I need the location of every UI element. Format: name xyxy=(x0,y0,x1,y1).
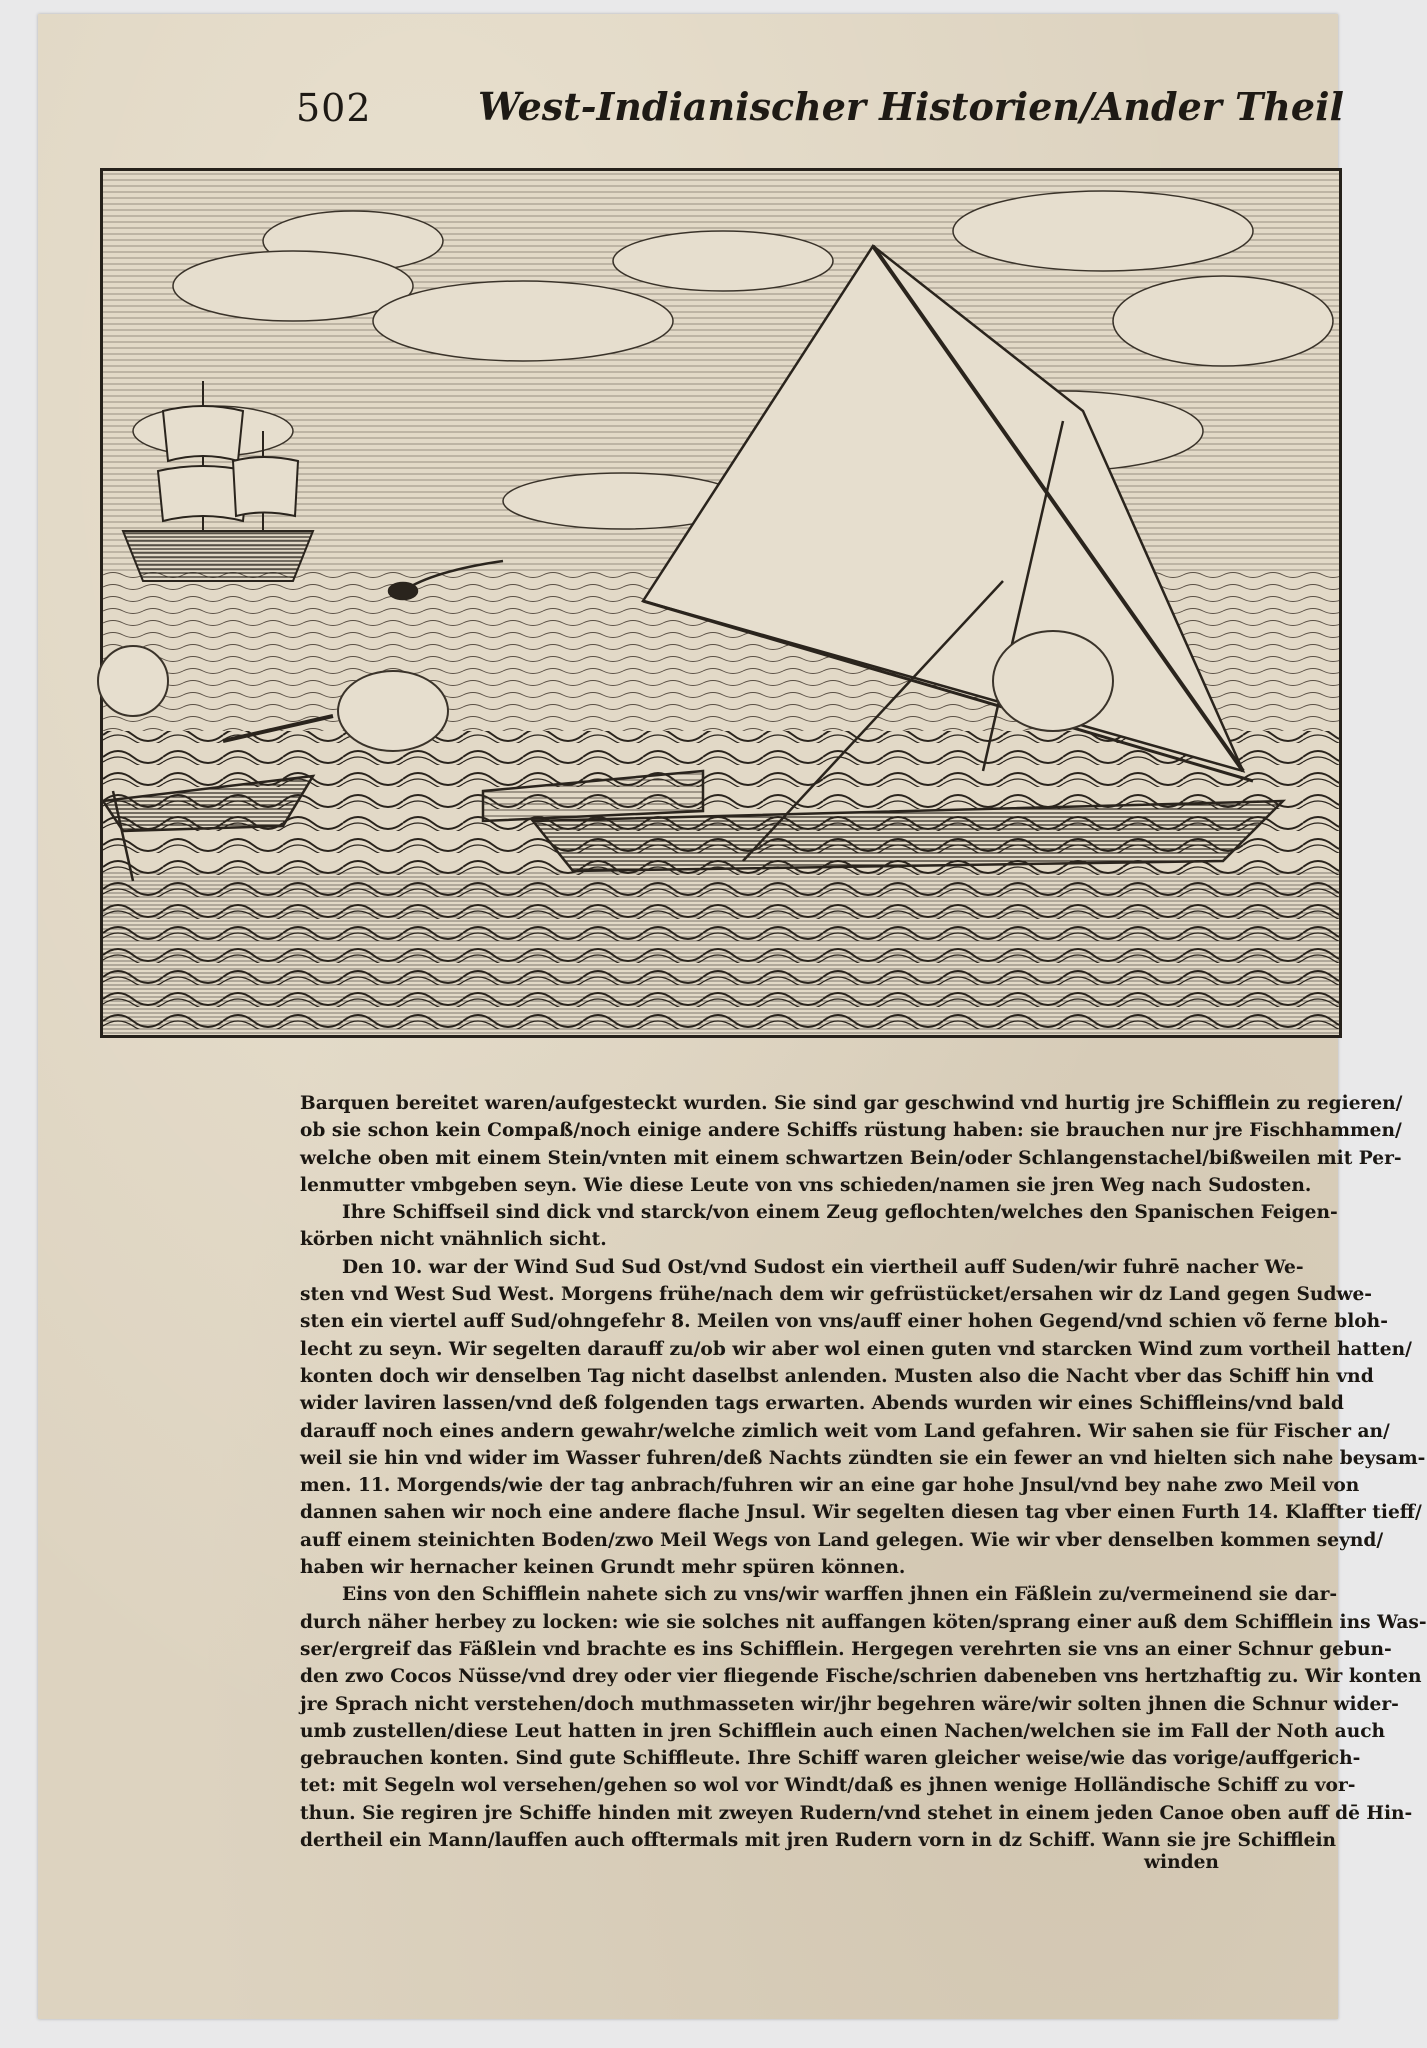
text-line: dertheil ein Mann/lauffen auch offtermals mit jren Rudern vorn in dz Schiff. Wann sie jre Schifflein xyxy=(300,1830,1337,1852)
text-line: lecht zu seyn. Wir segelten darauff zu/ob wir aber wol einen guten vnd starcken Wind zum vortheil hatten/ xyxy=(300,1338,1412,1360)
text-line: weil sie hin vnd wider im Wasser fuhren/deß Nachts zündten sie ein fewer an vnd hielten sich nahe beysam- xyxy=(300,1447,1426,1469)
text-line: wider laviren lassen/vnd deß folgenden tags erwarten. Abends wurden wir eines Schiffleins/vnd bald xyxy=(300,1393,1344,1415)
body-text xyxy=(300,1090,1427,1854)
text-line: Den 10. war der Wind Sud Sud Ost/vnd Sudost ein viertheil auff Suden/wir fuhrē nacher We- xyxy=(342,1256,1304,1278)
text-line: haben wir hernacher keinen Grundt mehr spüren können. xyxy=(300,1557,906,1579)
text-line: dannen sahen wir noch eine andere flache Jnsul. Wir segelten diesen tag vber einen Furth 14. Klaffter tieff/ xyxy=(300,1502,1422,1524)
book-page xyxy=(38,14,1427,2019)
text-line: ob sie schon kein Compaß/noch einige andere Schiffs rüstung haben: sie brauchen nur jre Fischhammen/ xyxy=(300,1120,1402,1142)
engraving-illustration xyxy=(100,168,1342,1038)
text-line: men. 11. Morgends/wie der tag anbrach/fuhren wir an eine gar hohe Jnsul/vnd bey nahe zwo Meil von xyxy=(300,1475,1360,1497)
text-line: den zwo Cocos Nüsse/vnd drey oder vier fliegende Fische/schrien dabeneben vns hertzhaftig zu. Wir konten xyxy=(300,1666,1422,1688)
text-line: lenmutter vmbgeben seyn. Wie diese Leute von vns schieden/namen sie jren Weg nach Sudosten. xyxy=(300,1174,1312,1196)
engraving-svg xyxy=(103,171,1339,1035)
text-line: welche oben mit einem Stein/vnten mit einem schwartzen Bein/oder Schlangenstachel/bißweilen mit Per- xyxy=(300,1147,1402,1169)
text-line: jre Sprach nicht verstehen/doch muthmasseten wir/jhr begehren wäre/wir solten jhnen die Schnur wider- xyxy=(300,1693,1399,1715)
text-line: darauff noch eines andern gewahr/welche zimlich weit vom Land gefahren. Wir sahen sie für Fischer an/ xyxy=(300,1420,1390,1442)
text-line: körben nicht vnähnlich sicht. xyxy=(300,1229,607,1251)
text-line: thun. Sie regiren jre Schiffe hinden mit zweyen Rudern/vnd stehet in einem jeden Canoe oben auff dē Hin- xyxy=(300,1802,1413,1824)
text-line: auff einem steinichten Boden/zwo Meil Wegs von Land gelegen. Wie wir vber denselben kommen seynd/ xyxy=(300,1529,1384,1551)
text-line: Barquen bereitet waren/aufgesteckt wurden. Sie sind gar geschwind vnd hurtig jre Schifflein zu regieren/ xyxy=(300,1093,1403,1114)
catchword: winden xyxy=(1144,1852,1219,1873)
text-line: konten doch wir denselben Tag nicht daselbst anlenden. Musten also die Nacht vber das Schiff hin vnd xyxy=(300,1365,1374,1387)
text-line: Eins von den Schifflein nahete sich zu vns/wir warffen jhnen ein Fäßlein zu/vermeinend sie dar- xyxy=(342,1584,1338,1606)
text-line: sten ein viertel auff Sud/ohngefehr 8. Meilen von vns/auff einer hohen Gegend/vnd schien võ ferne bloh- xyxy=(300,1311,1388,1333)
text-line: tet: mit Segeln wol versehen/gehen so wol vor Windt/daß es jhnen wenige Holländische Schiff zu vor- xyxy=(300,1775,1356,1797)
text-line: gebrauchen konten. Sind gute Schiffleute. Ihre Schiff waren gleicher weise/wie das vorige/auffgerich- xyxy=(300,1748,1361,1770)
text-line: umb zustellen/diese Leut hatten in jren Schifflein auch einen Nachen/welchen sie im Fall der Noth auch xyxy=(300,1720,1386,1742)
text-line: Ihre Schiffseil sind dick vnd starck/von einem Zeug geflochten/welches den Spanischen Feigen- xyxy=(342,1202,1338,1224)
text-line: sten vnd West Sud West. Morgens frühe/nach dem wir gefrüstücket/ersahen wir dz Land gegen Sudwe- xyxy=(300,1284,1372,1306)
page-number: 502 xyxy=(296,86,372,130)
text-line: durch näher herbey zu locken: wie sie solches nit auffangen köten/sprang einer auß dem Schifflein ins Was- xyxy=(300,1611,1427,1633)
text-line: ser/ergreif das Fäßlein vnd brachte es ins Schifflein. Hergegen verehrten sie vns an einer Schnur gebun- xyxy=(300,1638,1392,1660)
running-head: West-Indianischer Historien/Ander Theil xyxy=(478,84,1344,129)
